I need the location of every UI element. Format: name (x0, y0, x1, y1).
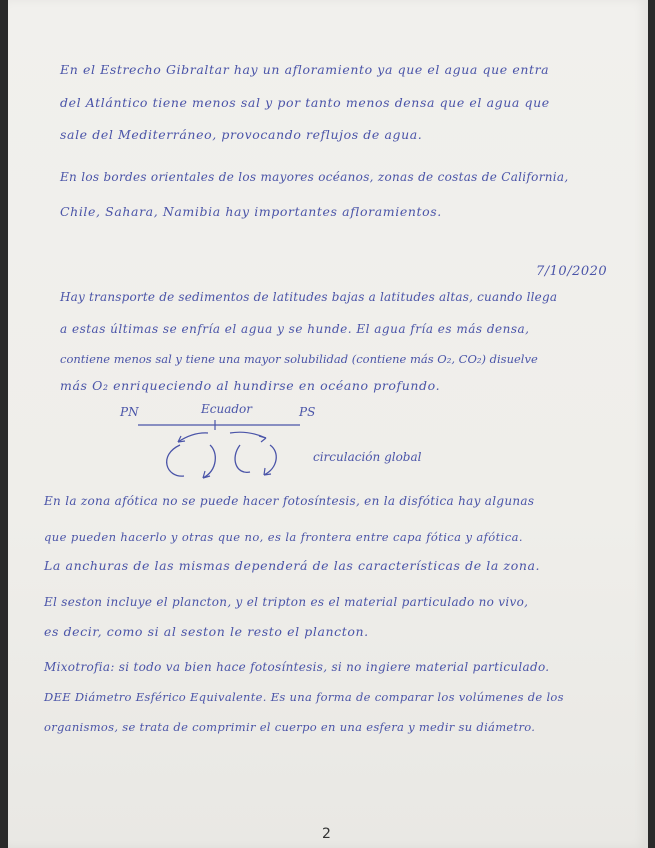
text-line: contiene menos sal y tiene una mayor solubilidad (contiene más O₂, CO₂) disuelve (60, 352, 538, 366)
ps-label: PS (299, 405, 316, 419)
text-line: que pueden hacerlo y otras que no, es la frontera entre capa fótica y afótica. (44, 530, 523, 544)
text-line: más O₂ enriqueciendo al hundirse en océano profundo. (60, 378, 441, 393)
text-line: Chile, Sahara, Namibia hay importantes afloramientos. (60, 204, 442, 219)
text-line: DEE Diámetro Esférico Equivalente. Es una forma de comparar los volúmenes de los (44, 690, 564, 704)
text-line: Hay transporte de sedimentos de latitudes bajas a latitudes altas, cuando llega (60, 290, 558, 304)
page-number: 2 (322, 826, 332, 842)
text-line: del Atlántico tiene menos sal y por tanto menos densa que el agua que (60, 95, 550, 110)
pn-label: PN (120, 405, 139, 419)
diagram-caption: circulación global (313, 450, 422, 464)
text-line: Mixotrofia: si todo va bien hace fotosíntesis, si no ingiere material particulado. (44, 660, 550, 674)
text-line: sale del Mediterráneo, provocando reflujos de agua. (60, 127, 423, 142)
text-line: En la zona afótica no se puede hacer fotosíntesis, en la disfótica hay algunas (44, 494, 535, 508)
text-line: En los bordes orientales de los mayores océanos, zonas de costas de California, (60, 170, 569, 184)
text-line: es decir, como si al seston le resto el plancton. (44, 624, 369, 639)
date-label: 7/10/2020 (536, 264, 608, 279)
ecuador-label: Ecuador (201, 402, 253, 416)
text-line: En el Estrecho Gibraltar hay un afloramiento ya que el agua que entra (60, 62, 550, 77)
text-line: organismos, se trata de comprimir el cuerpo en una esfera y medir su diámetro. (44, 720, 536, 734)
text-line: a estas últimas se enfría el agua y se hunde. El agua fría es más densa, (60, 322, 530, 336)
notebook-page (8, 0, 648, 848)
text-line: La anchuras de las mismas dependerá de las características de la zona. (44, 558, 541, 573)
text-line: El seston incluye el plancton, y el tripton es el material particulado no vivo, (44, 595, 529, 609)
